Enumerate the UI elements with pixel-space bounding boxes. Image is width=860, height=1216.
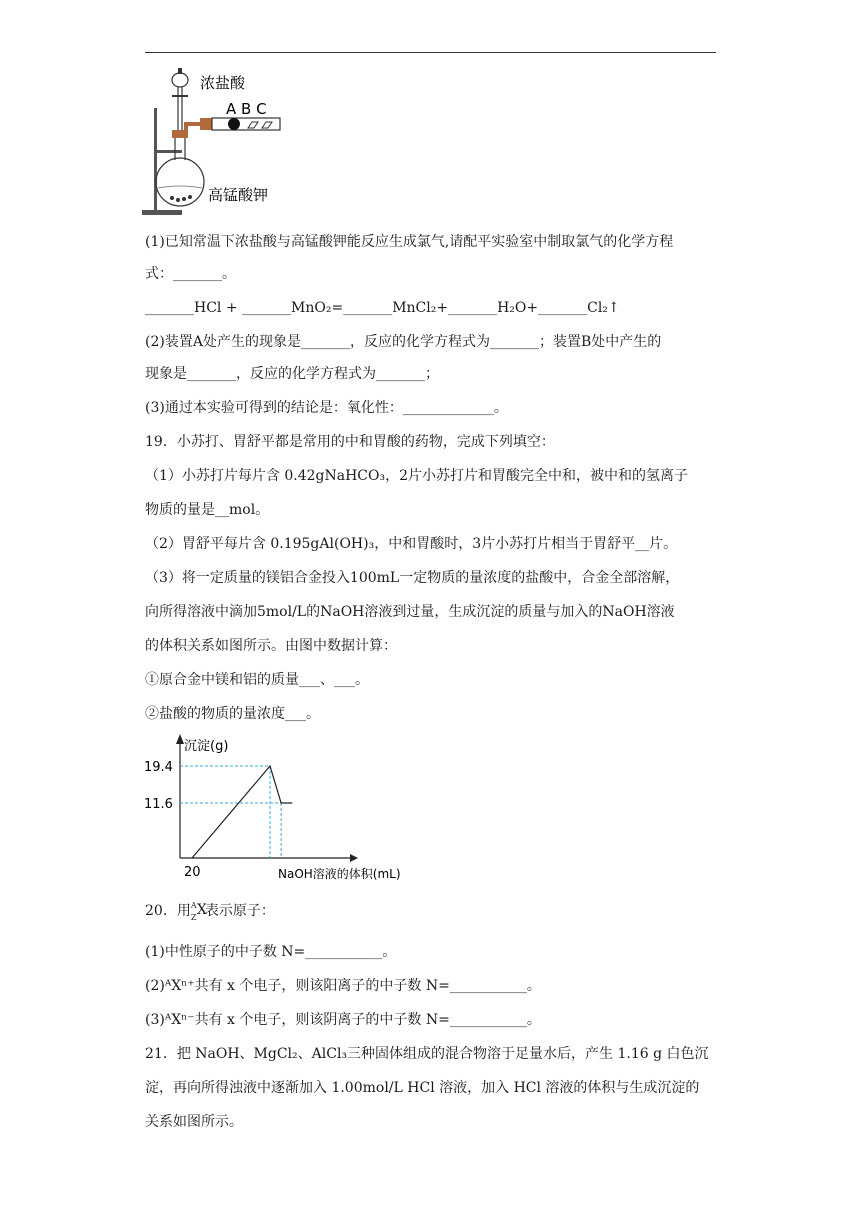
stand-pole (154, 108, 157, 211)
q20-title-prefix: 20．用 (145, 903, 191, 919)
q20-title (145, 900, 720, 921)
nuclide-element: X (196, 902, 207, 918)
q18-part2-line1: (2)装置A处产生的现象是_______，反应的化学方程式为_______；装置B处中产生的 (145, 334, 662, 350)
q21-line1: 21．把 NaOH、MgCl₂、AlCl₃三种固体组成的混合物溶于足量水后，产生 1.16 g 白色沉 (145, 1046, 709, 1062)
nuclide-symbol (190, 900, 207, 922)
x-axis-label: NaOH溶液的体积(mL) (278, 867, 401, 881)
tube-connector (200, 118, 212, 130)
precipitate-line (192, 766, 292, 858)
q19-part3-line3: 的体积关系如图所示。由图中数据计算： (145, 638, 397, 654)
glass-tube (212, 118, 280, 130)
q20-part2: (2)ᴬXⁿ⁺共有 x 个电子，则该阳离子的中子数 N=___________。 (145, 978, 541, 994)
stand-clamp (154, 150, 182, 153)
q21-line2: 淀，再向所得浊液中逐渐加入 1.00mol/L HCl 溶液，加入 HCl 溶液的体积与生成沉淀的 (145, 1080, 700, 1096)
q20-title-suffix: 表示原子： (204, 903, 275, 919)
funnel-stopper (178, 68, 182, 74)
label-kmno4: 高锰酸钾 (208, 186, 269, 204)
q19-part3-line1: （3）将一定质量的镁铝合金投入100mL一定物质的量浓度的盐酸中，合金全部溶解， (145, 570, 680, 586)
label-abc: A B C (226, 100, 267, 118)
q19-question-b: ②盐酸的物质的量浓度___。 (145, 706, 320, 722)
funnel-bulb (172, 73, 188, 87)
y-tick-11-6: 11.6 (144, 796, 173, 812)
nuclide-atomic-number: Z (190, 913, 197, 922)
x-tick-20: 20 (184, 865, 201, 880)
y-axis-arrow (176, 734, 184, 744)
q18-part1-line2: 式：_______。 (145, 266, 236, 282)
y-tick-19-4: 19.4 (144, 760, 173, 775)
paper-c (262, 122, 272, 128)
q19-part1-line2: 物质的量是__mol。 (145, 502, 270, 518)
cotton-ball-a (228, 118, 240, 130)
paper-b (248, 122, 258, 128)
q18-part1-line1: (1)已知常温下浓盐酸与高锰酸钾能反应生成氯气,请配平实验室中制取氯气的化学方程 (145, 234, 674, 250)
q19-question-a: ①原合金中镁和铝的质量___、___。 (145, 672, 369, 688)
q20-part1: (1)中性原子的中子数 N=___________。 (145, 944, 397, 960)
q18-part2-line2: 现象是_______，反应的化学方程式为_______； (145, 366, 439, 382)
q19-title: 19．小苏打、胃舒平都是常用的中和胃酸的药物，完成下列填空： (145, 434, 555, 450)
round-flask (156, 158, 204, 206)
header-rule (145, 52, 716, 53)
q19-part2: （2）胃舒平每片含 0.195gAl(OH)₃，中和胃酸时，3片小苏打片相当于胃舒平__片。 (145, 536, 678, 552)
q18-equation: _______HCl + _______MnO₂=_______MnCl₂+_______H₂O+_______Cl₂↑ (145, 300, 620, 316)
stand-base (142, 210, 182, 215)
y-axis-label: 沉淀(g) (184, 739, 229, 754)
delivery-tube (186, 124, 202, 132)
label-concentrated-hcl: 浓盐酸 (200, 74, 246, 92)
nuclide-mass-number: A (190, 901, 197, 910)
precipitate-graph (140, 728, 430, 888)
q20-part3: (3)ᴬXⁿ⁻共有 x 个电子，则该阴离子的中子数 N=___________。 (145, 1012, 541, 1028)
q19-part3-line2: 向所得溶液中滴加5mol/L的NaOH溶液到过量，生成沉淀的质量与加入的NaOH溶液 (145, 604, 675, 620)
q21-line3: 关系如图所示。 (145, 1114, 243, 1130)
x-axis-arrow (350, 854, 358, 862)
q18-part3: (3)通过本实验可得到的结论是：氧化性：_____________。 (145, 400, 508, 416)
apparatus-figure (140, 60, 290, 220)
q19-part1-line1: （1）小苏打片每片含 0.42gNaHCO₃，2片小苏打片和胃酸完全中和，被中和的氢离子 (145, 468, 689, 484)
